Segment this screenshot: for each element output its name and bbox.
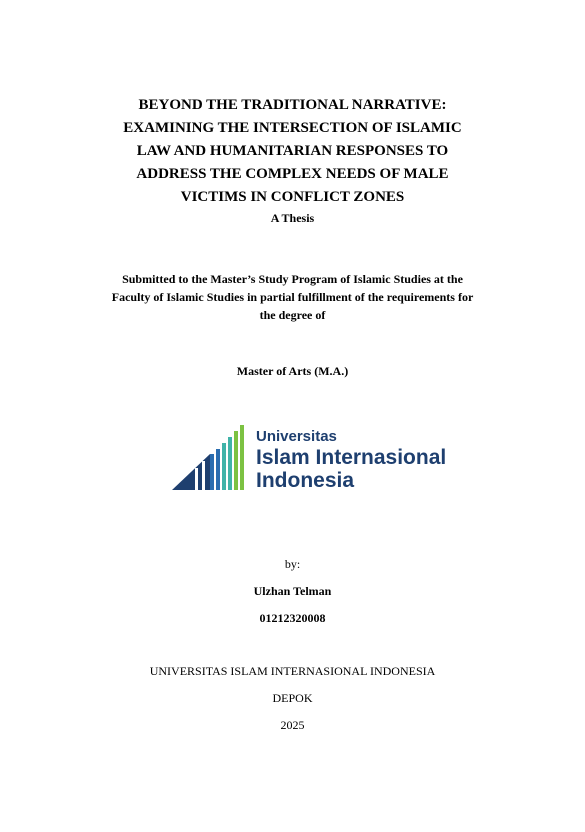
student-id: 01212320008 (259, 611, 326, 625)
submission-line: the degree of (259, 308, 326, 322)
title-line: BEYOND THE TRADITIONAL NARRATIVE: (138, 97, 447, 113)
university-logo-mark-icon (170, 424, 250, 494)
thesis-label: A Thesis (270, 211, 315, 225)
city-name: DEPOK (272, 691, 313, 705)
logo-blue-bar (210, 454, 214, 490)
logo-navy-stripe (195, 468, 198, 490)
by-label: by: (284, 557, 301, 571)
submission-line: Faculty of Islamic Studies in partial fulfillment of the requirements for (111, 290, 474, 304)
title-line: LAW AND HUMANITARIAN RESPONSES TO (136, 143, 449, 159)
submission-statement (90, 270, 495, 324)
university-logo-text (256, 428, 446, 492)
title-line: EXAMINING THE INTERSECTION OF ISLAMIC (123, 120, 462, 136)
logo-blue-bar (216, 449, 220, 490)
year: 2025 (280, 718, 305, 732)
author-name: Ulzhan Telman (253, 584, 332, 598)
logo-teal-bar (222, 443, 226, 490)
logo-text-line2: Islam Internasional (256, 446, 447, 469)
logo-green-bar (240, 425, 244, 490)
degree-name: Master of Arts (M.A.) (236, 364, 349, 378)
submission-line: Submitted to the Master’s Study Program of Islamic Studies at the (122, 272, 463, 286)
logo-teal-bar (228, 437, 232, 490)
university-logo (170, 424, 450, 494)
logo-text-line1: Universitas (256, 428, 337, 445)
logo-navy-stripe (202, 461, 205, 490)
title-line: VICTIMS IN CONFLICT ZONES (180, 189, 405, 205)
thesis-title (80, 94, 505, 209)
title-line: ADDRESS THE COMPLEX NEEDS OF MALE (136, 166, 449, 182)
logo-text-line3: Indonesia (256, 469, 355, 492)
logo-green-bar (234, 431, 238, 490)
university-name: UNIVERSITAS ISLAM INTERNASIONAL INDONESIA (149, 664, 436, 678)
